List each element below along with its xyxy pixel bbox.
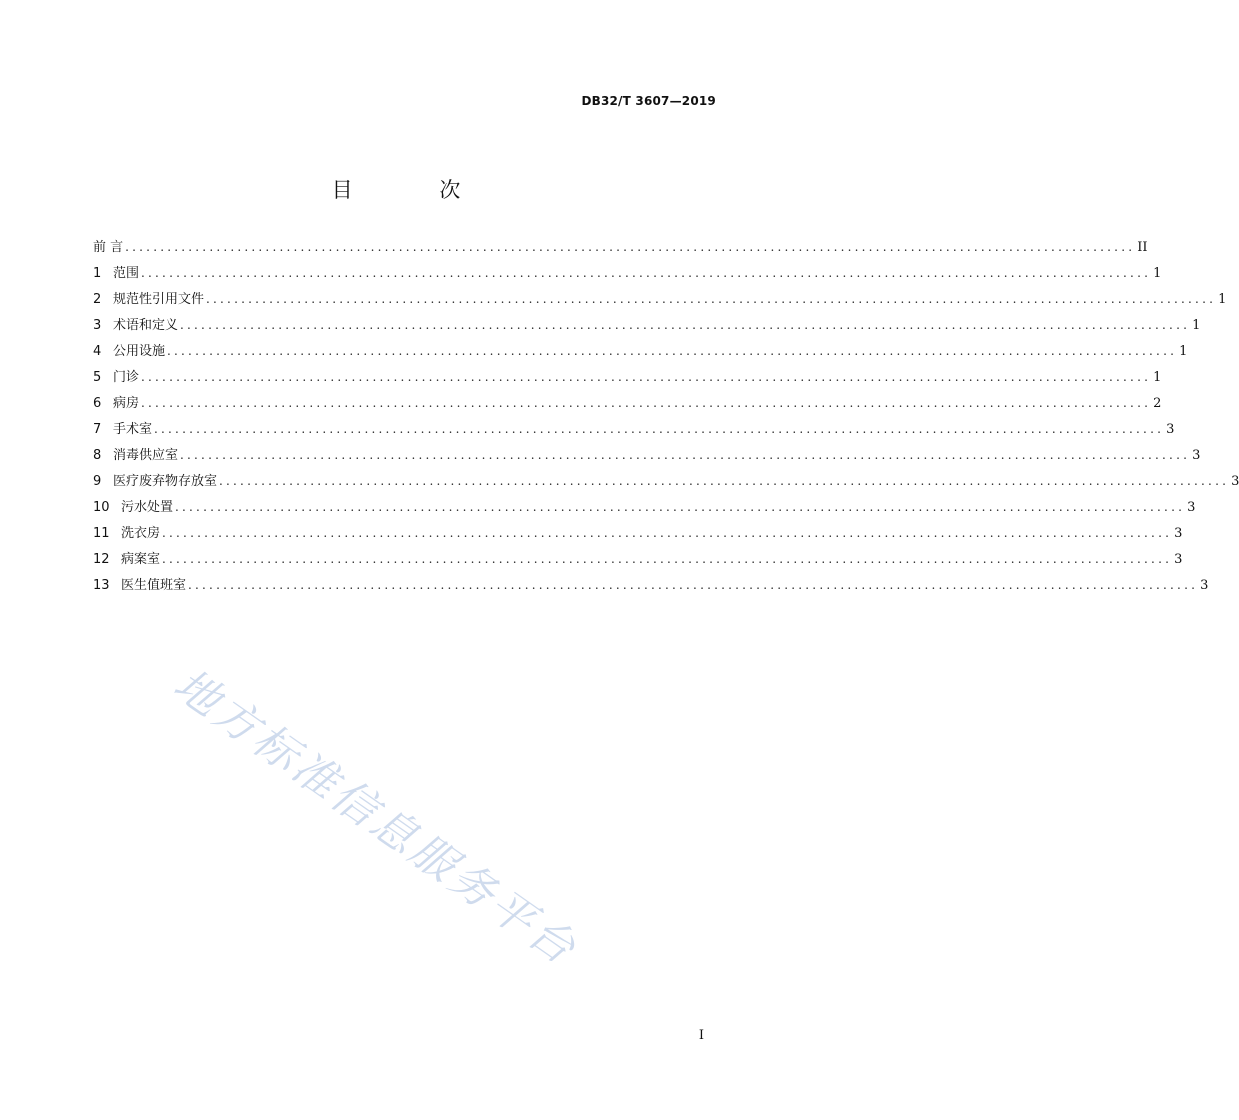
toc-entry-label: 医生值班室 [121, 578, 187, 593]
toc-entry-number: 8 [93, 448, 102, 463]
toc-entry[interactable] [93, 548, 1183, 574]
toc-entry-label: 范围 [113, 266, 140, 281]
toc-entry[interactable] [93, 262, 1162, 288]
toc-leader-dots: ................................................................................................................................................ [162, 552, 1173, 566]
toc-entry-page: 3 [1192, 448, 1201, 463]
toc-entry-label: 医疗废弃物存放室 [113, 474, 218, 489]
toc-leader-dots: ................................................................................................................................................ [206, 292, 1217, 306]
toc-entry[interactable] [93, 470, 1239, 496]
toc-entry-label: 病案室 [121, 552, 161, 567]
toc-entry-label: 前 言 [93, 240, 124, 255]
toc-entry-label: 术语和定义 [113, 318, 179, 333]
toc-entry-page: 3 [1174, 552, 1183, 567]
toc-leader-dots: ................................................................................................................................................ [141, 266, 1152, 280]
toc-leader-dots: ................................................................................................................................................ [180, 448, 1191, 462]
toc-entry-page: II [1137, 240, 1148, 255]
watermark: 地方标准信息服务平台 [164, 659, 587, 977]
toc-entry[interactable] [93, 522, 1183, 548]
toc-entry-label: 消毒供应室 [113, 448, 179, 463]
page-number: I [698, 1028, 704, 1043]
toc-entry-number: 5 [93, 370, 102, 385]
toc-entry-number: 3 [93, 318, 102, 333]
toc-leader-dots: ................................................................................................................................................ [167, 344, 1178, 358]
toc-entry-page: 3 [1166, 422, 1175, 437]
toc-entry-label: 洗衣房 [121, 526, 161, 541]
toc-leader-dots: ................................................................................................................................................ [188, 578, 1199, 592]
toc-leader-dots: ................................................................................................................................................ [175, 500, 1186, 514]
toc-entry-number: 1 [93, 266, 102, 281]
toc-entry[interactable] [93, 574, 1209, 600]
toc-entry[interactable] [93, 314, 1201, 340]
toc-entry-label: 门诊 [113, 370, 140, 385]
toc-entry[interactable] [93, 236, 1148, 262]
toc-leader-dots: ................................................................................................................................................ [141, 370, 1152, 384]
table-of-contents [93, 236, 1239, 600]
toc-entry-page: 3 [1231, 474, 1239, 489]
toc-entry-number: 10 [93, 500, 110, 515]
toc-entry-label: 病房 [113, 396, 140, 411]
toc-entry-number: 6 [93, 396, 102, 411]
toc-entry-label: 公用设施 [113, 344, 166, 359]
toc-entry-number: 4 [93, 344, 102, 359]
toc-entry[interactable] [93, 496, 1196, 522]
toc-entry-page: 3 [1187, 500, 1196, 515]
toc-leader-dots: ................................................................................................................................................ [154, 422, 1165, 436]
toc-entry-number: 7 [93, 422, 102, 437]
toc-entry-page: 1 [1179, 344, 1188, 359]
toc-entry-page: 3 [1200, 578, 1209, 593]
toc-leader-dots: ................................................................................................................................................ [180, 318, 1191, 332]
toc-entry-label: 污水处置 [121, 500, 174, 515]
toc-leader-dots: ................................................................................................................................................ [219, 474, 1230, 488]
toc-entry-number: 2 [93, 292, 102, 307]
toc-entry[interactable] [93, 340, 1188, 366]
toc-entry-number: 11 [93, 526, 110, 541]
toc-entry-number: 9 [93, 474, 102, 489]
toc-entry-number: 12 [93, 552, 110, 567]
toc-entry[interactable] [93, 366, 1162, 392]
toc-entry-page: 1 [1153, 266, 1162, 281]
toc-entry[interactable] [93, 392, 1162, 418]
toc-leader-dots: ................................................................................................................................................ [162, 526, 1173, 540]
toc-entry-page: 3 [1174, 526, 1183, 541]
standard-code: DB32/T 3607—2019 [581, 94, 716, 108]
toc-leader-dots: ................................................................................................................................................ [141, 396, 1152, 410]
toc-entry-label: 规范性引用文件 [113, 292, 205, 307]
toc-entry-label: 手术室 [113, 422, 153, 437]
toc-entry[interactable] [93, 444, 1201, 470]
toc-entry-page: 1 [1192, 318, 1201, 333]
toc-entry-number: 13 [93, 578, 110, 593]
toc-entry-page: 1 [1153, 370, 1162, 385]
toc-entry-page: 2 [1153, 396, 1162, 411]
toc-entry-page: 1 [1218, 292, 1227, 307]
toc-entry[interactable] [93, 418, 1175, 444]
toc-entry[interactable] [93, 288, 1227, 314]
toc-title: 目 次 [331, 178, 501, 202]
toc-leader-dots: ................................................................................................................................................ [125, 240, 1136, 254]
